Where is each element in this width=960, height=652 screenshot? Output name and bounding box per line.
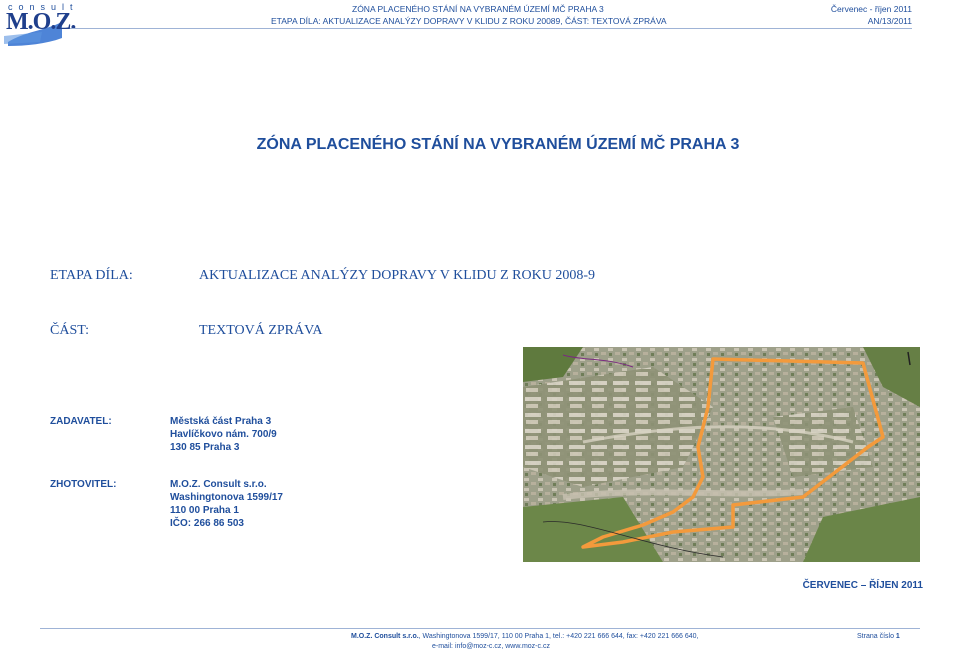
etapa-value: AKTUALIZACE ANALÝZY DOPRAVY V KLIDU Z ROKU 2008-9: [199, 268, 596, 283]
zhotovitel-line: IČO: 266 86 503: [170, 518, 244, 529]
zadavatel-line: Havlíčkovo nám. 700/9: [170, 429, 277, 440]
zhotovitel-line: 110 00 Praha 1: [170, 505, 239, 516]
header-divider: [70, 28, 912, 29]
page-number: 1: [895, 633, 900, 640]
zadavatel-line: Městská část Praha 3: [170, 416, 272, 427]
company-logo: [2, 2, 79, 48]
cast-label: ČÁST:: [50, 323, 89, 338]
footer-contact: e-mail: info@moz-c.cz, www.moz-c.cz: [432, 643, 550, 650]
zhotovitel-line: M.O.Z. Consult s.r.o.: [170, 479, 267, 490]
page-number-label: Strana číslo: [857, 633, 894, 640]
zhotovitel-block: [170, 478, 283, 530]
footer-address-line: [351, 633, 699, 640]
zhotovitel-line: Washingtonova 1599/17: [170, 492, 283, 503]
footer-address: , Washingtonova 1599/17, 110 00 Praha 1, tel.: +420 221 666 644, fax: +420 221 666 640,: [418, 633, 699, 640]
header-code: AN/13/2011: [867, 16, 912, 26]
aerial-map: [523, 347, 920, 562]
zadavatel-block: [170, 415, 277, 454]
logo-small-text: consult: [8, 2, 79, 12]
header-subtitle: ETAPA DÍLA: AKTUALIZACE ANALÝZY DOPRAVY V KLIDU Z ROKU 20089, ČÁST: TEXTOVÁ ZPRÁVA: [271, 16, 667, 26]
page-title: ZÓNA PLACENÉHO STÁNÍ NA VYBRANÉM ÚZEMÍ MČ PRAHA 3: [256, 136, 740, 153]
etapa-label: ETAPA DÍLA:: [50, 268, 133, 283]
header-title: ZÓNA PLACENÉHO STÁNÍ NA VYBRANÉM ÚZEMÍ MČ PRAHA 3: [352, 4, 604, 14]
document-date: ČERVENEC – ŘÍJEN 2011: [802, 580, 923, 591]
zadavatel-label: ZADAVATEL:: [50, 416, 112, 427]
page-number-block: [857, 633, 900, 640]
header-date: Červenec - říjen 2011: [830, 4, 912, 14]
footer-company: M.O.Z. Consult s.r.o.: [351, 633, 419, 640]
logo-main-text: M.O.Z.: [6, 9, 76, 35]
zhotovitel-label: ZHOTOVITEL:: [50, 479, 117, 490]
zadavatel-line: 130 85 Praha 3: [170, 442, 240, 453]
footer-divider: [40, 628, 920, 629]
cast-value: TEXTOVÁ ZPRÁVA: [199, 323, 323, 338]
